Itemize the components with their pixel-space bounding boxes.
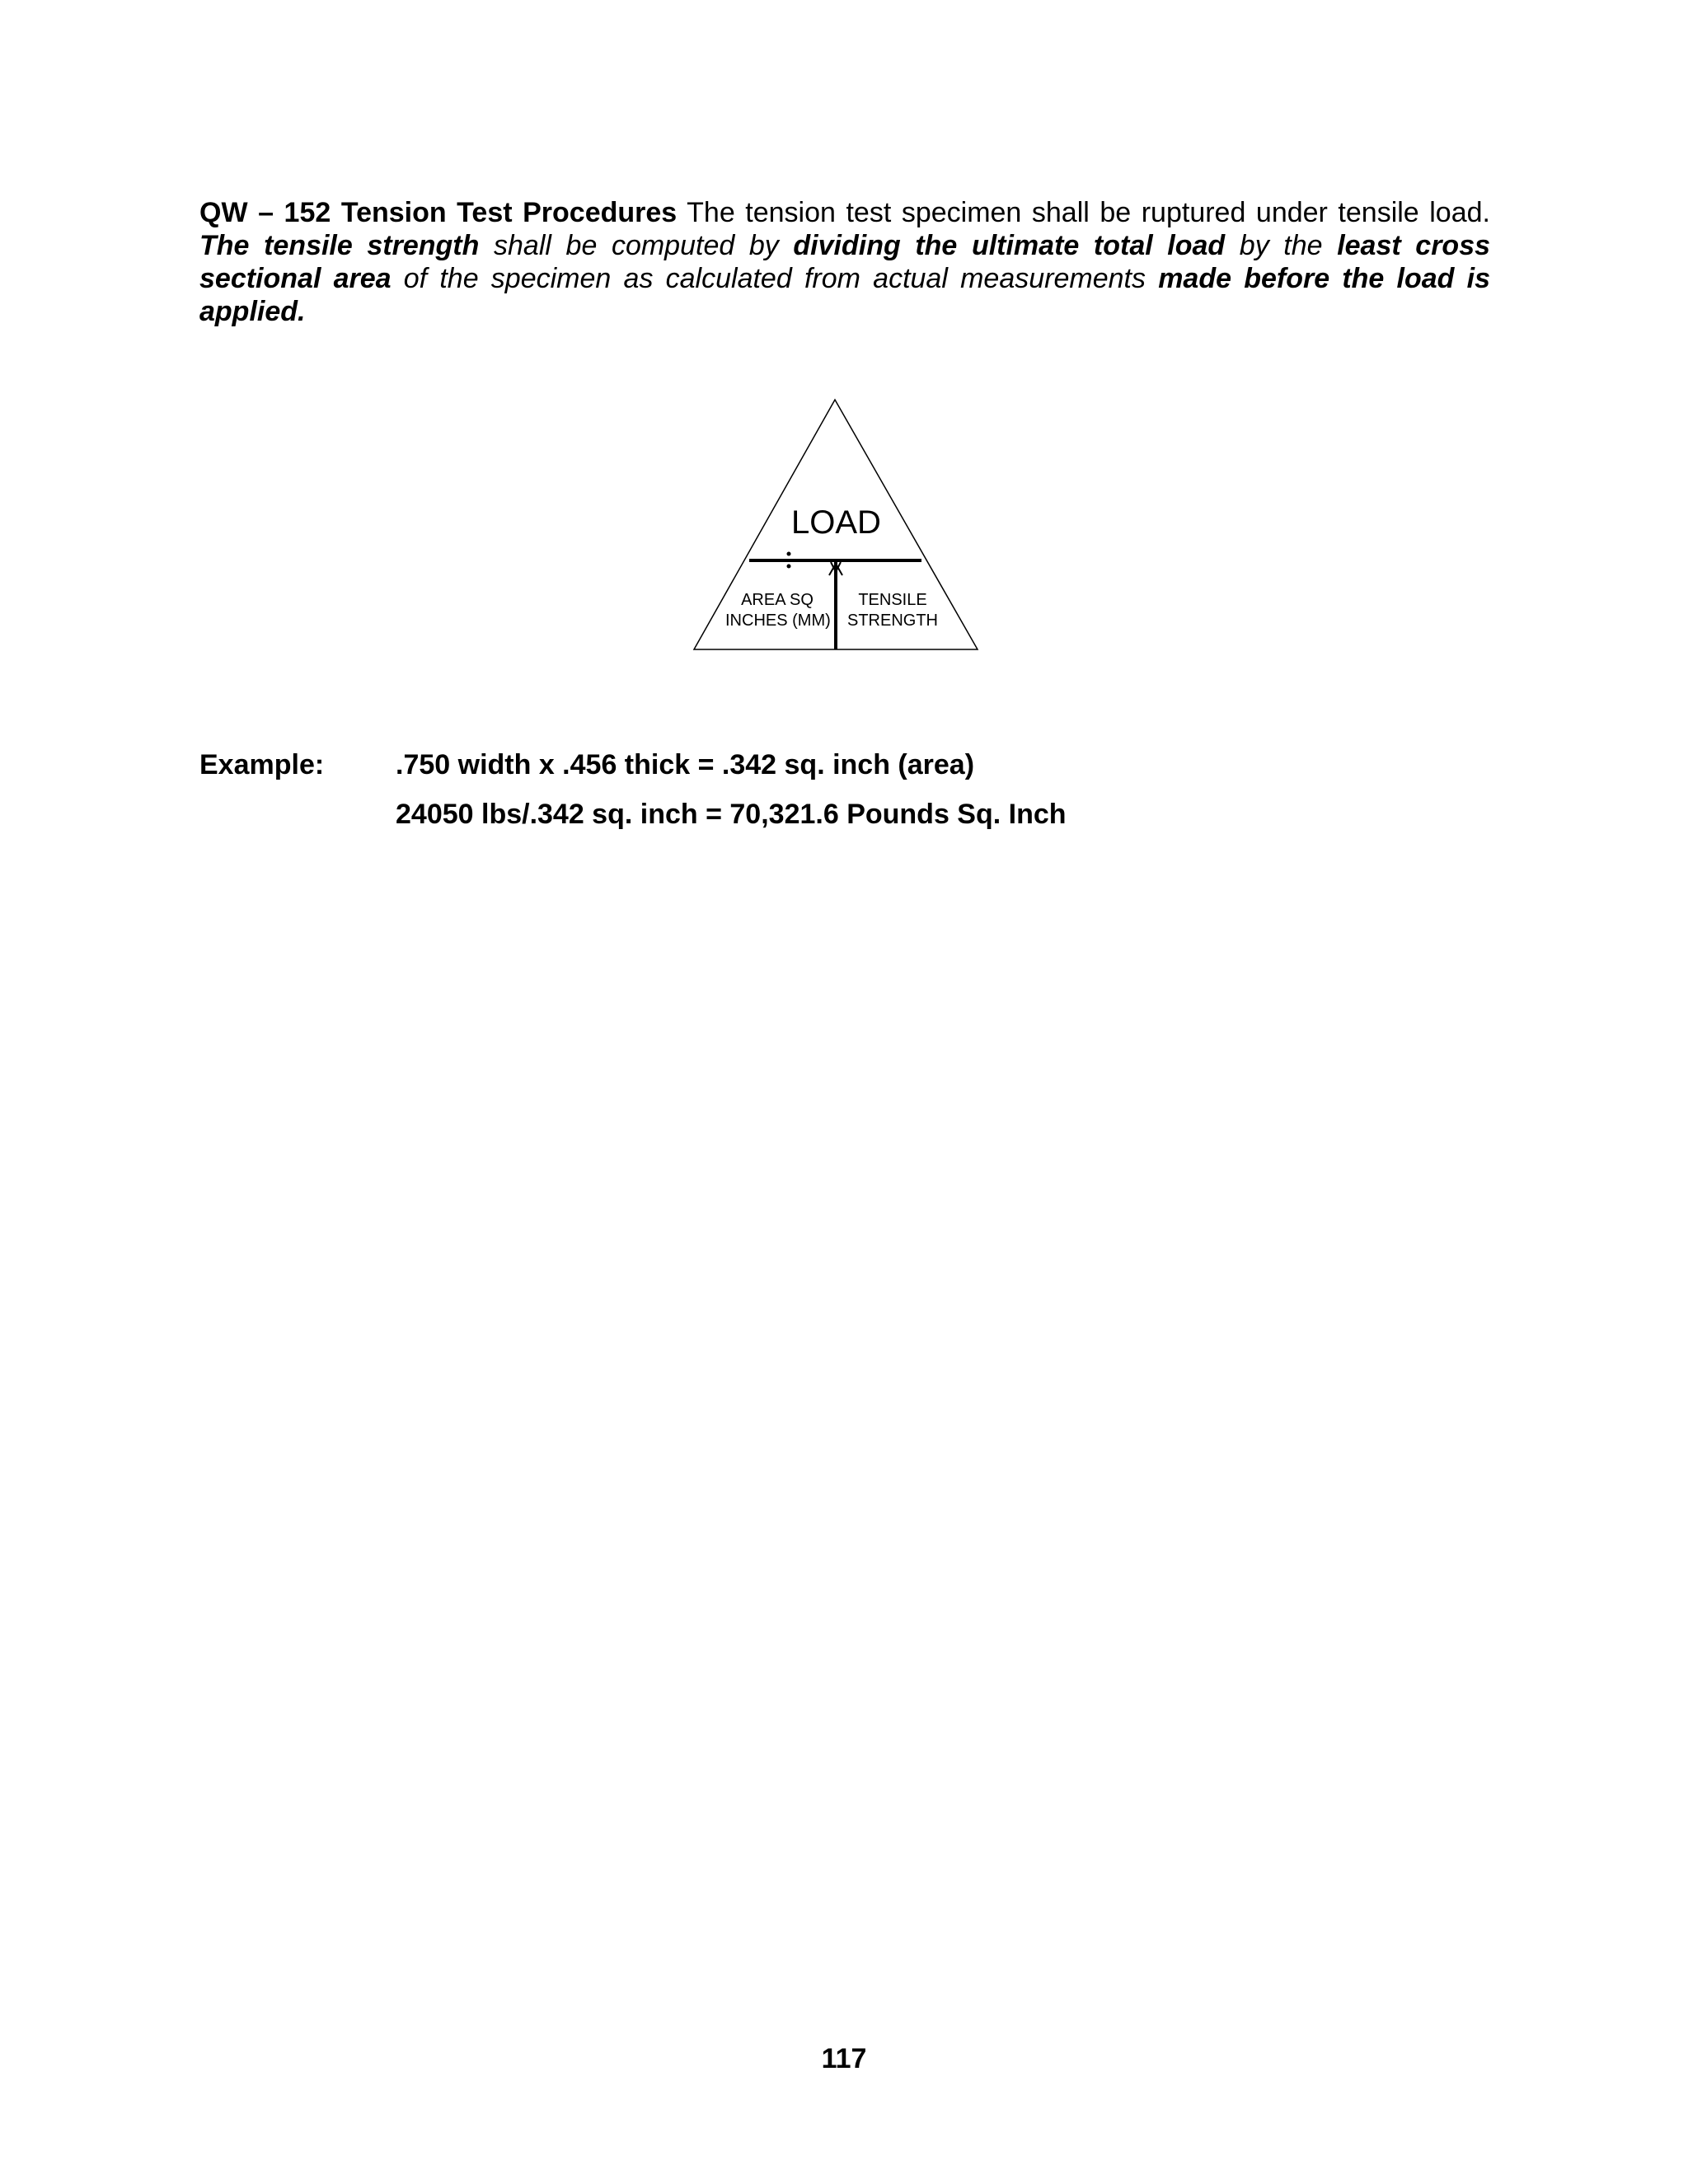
text-the: The [199, 230, 265, 261]
sentence-1: The tension test specimen shall be ruptured under tensile load. [677, 197, 1490, 228]
text-by-the: by the [1225, 230, 1338, 261]
section-heading: QW – 152 Tension Test Procedures [199, 197, 678, 228]
text-of-specimen: of the specimen as calculated from actual measurements [391, 263, 1159, 294]
example-area-calculation: .750 width x .456 thick = .342 sq. inch (area) [396, 749, 975, 780]
dot-upper [787, 552, 791, 556]
example-strength-calculation: 24050 lbs/.342 sq. inch = 70,321.6 Pounds Sq. Inch [396, 799, 1067, 830]
page-number: 117 [821, 2043, 867, 2074]
tensile-label [841, 590, 945, 631]
dot-lower [787, 565, 791, 569]
tensile-label-line1: TENSILE [858, 591, 927, 609]
tensile-label-line2: STRENGTH [847, 612, 938, 630]
text-tensile-strength: tensile strength [264, 230, 480, 261]
text-least-area: least cross sectional area [199, 230, 1491, 294]
procedure-paragraph [199, 196, 1490, 328]
area-label [725, 590, 829, 631]
text-shall-be-computed: shall be computed by [479, 230, 794, 261]
area-label-line1: AREA SQ [741, 591, 814, 609]
load-triangle-diagram [676, 396, 989, 659]
text-dividing-load: dividing the ultimate total load [793, 230, 1226, 261]
text-made-before: made before the load is applied. [199, 263, 1490, 327]
load-label: LOAD [791, 504, 881, 541]
area-label-line2: INCHES (MM) [725, 612, 831, 630]
example-label: Example: [199, 749, 325, 780]
